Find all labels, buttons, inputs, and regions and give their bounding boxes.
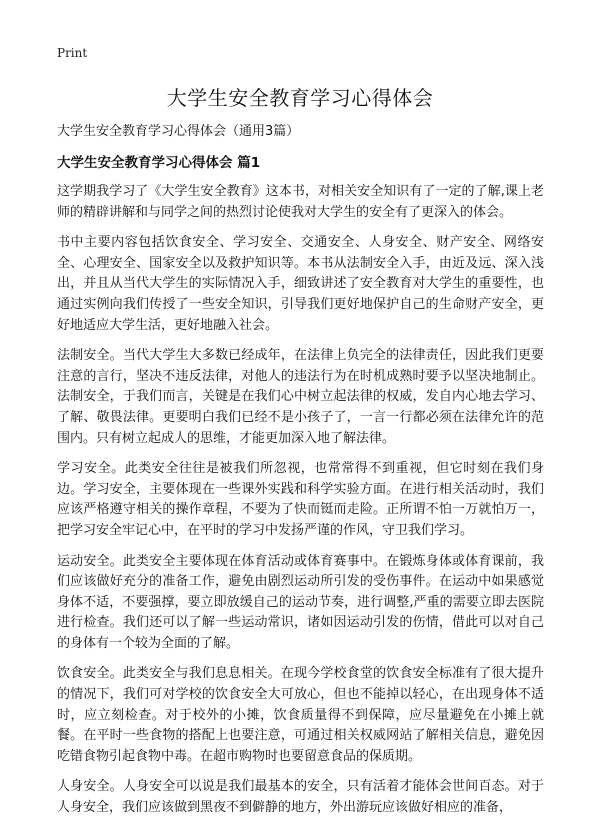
paragraph-sports-safety: 运动安全。此类安全主要体现在体育活动或体育赛事中。在锻炼身体或体育课前，我们应该做好充分的准备工作，避免由剧烈运动所引发的受伤事件。在运动中如果感觉身体不适，不要强撑，要立即放缓自己的运动节奏，进行调整,严重的需要立即去医院进行检查。我们还可以了解一些运动常识，诸如因运动引发的伤情，借此可以对自己的身体有一个较为全面的了解。 bbox=[57, 553, 544, 651]
print-label[interactable]: Print bbox=[57, 46, 88, 60]
paragraph-intro: 这学期我学习了《大学生安全教育》这本书，对相关安全知识有了一定的了解,课上老师的精辟讲解和与同学之间的热烈讨论使我对大学生的安全有了更深入的体会。 bbox=[57, 184, 544, 220]
paragraph-personal-safety: 人身安全。人身安全可以说是我们最基本的安全，只有活着才能体会世间百态。对于人身安全，我们应该做到黑夜不到僻静的地方，外出游玩应该做好相应的准备， bbox=[57, 779, 544, 816]
document-title: 大学生安全教育学习心得体会 bbox=[166, 86, 434, 110]
section-heading: 大学生安全教育学习心得体会 篇1 bbox=[57, 155, 261, 171]
paragraph-legal-safety: 法制安全。当代大学生大多数已经成年，在法律上负完全的法律责任，因此我们更要注意的言行，坚决不违反法律，对他人的违法行为在时机成熟时要予以坚决地制止。法制安全，于我们而言，关键是在我们心中树立起法律的权威，发自内心地去学习、了解、敬畏法律。更要明白我们已经不是小孩子了，一言一行都必须在法律允许的范围内。只有树立起成人的思维，才能更加深入地了解法律。 bbox=[57, 348, 544, 446]
paragraph-study-safety: 学习安全。此类安全往往是被我们所忽视，也常常得不到重视，但它时刻在我们身边。学习安全，主要体现在一些课外实践和科学实验方面。在进行相关活动时，我们应该严格遵守相关的操作章程，不要为了快而铤而走险。正所谓不怕一万就怕万一，把学习安全牢记心中，在平时的学习中发扬严谨的作风，守卫我们学习。 bbox=[57, 461, 544, 538]
document-subtitle: 大学生安全教育学习心得体会（通用3篇） bbox=[57, 124, 300, 139]
paragraph-food-safety: 饮食安全。此类安全与我们息息相关。在现今学校食堂的饮食安全标准有了很大提升的情况下，我们可对学校的饮食安全大可放心，但也不能掉以轻心，在出现身体不适时，应立刻检查。对于校外的小摊，饮食质量得不到保障，应尽量避免在小摊上就餐。在平时一些食物的搭配上也要注意，可通过相关权威网站了解相关信息，避免因吃错食物引起食物中毒。在超市购物时也要留意食品的保质期。 bbox=[57, 666, 544, 764]
document-body bbox=[57, 182, 544, 829]
paragraph-overview: 书中主要内容包括饮食安全、学习安全、交通安全、人身安全、财产安全、网络安全、心理安全、国家安全以及救护知识等。本书从法制安全入手，由近及远、深入浅出，并且从当代大学生的实际情况入手，细致讲述了安全教育对大学生的重要性，也通过实例向我们传授了一些安全知识，引导我们更好地保护自己的生命财产安全，更好地适应大学生活，更好地融入社会。 bbox=[57, 235, 544, 333]
